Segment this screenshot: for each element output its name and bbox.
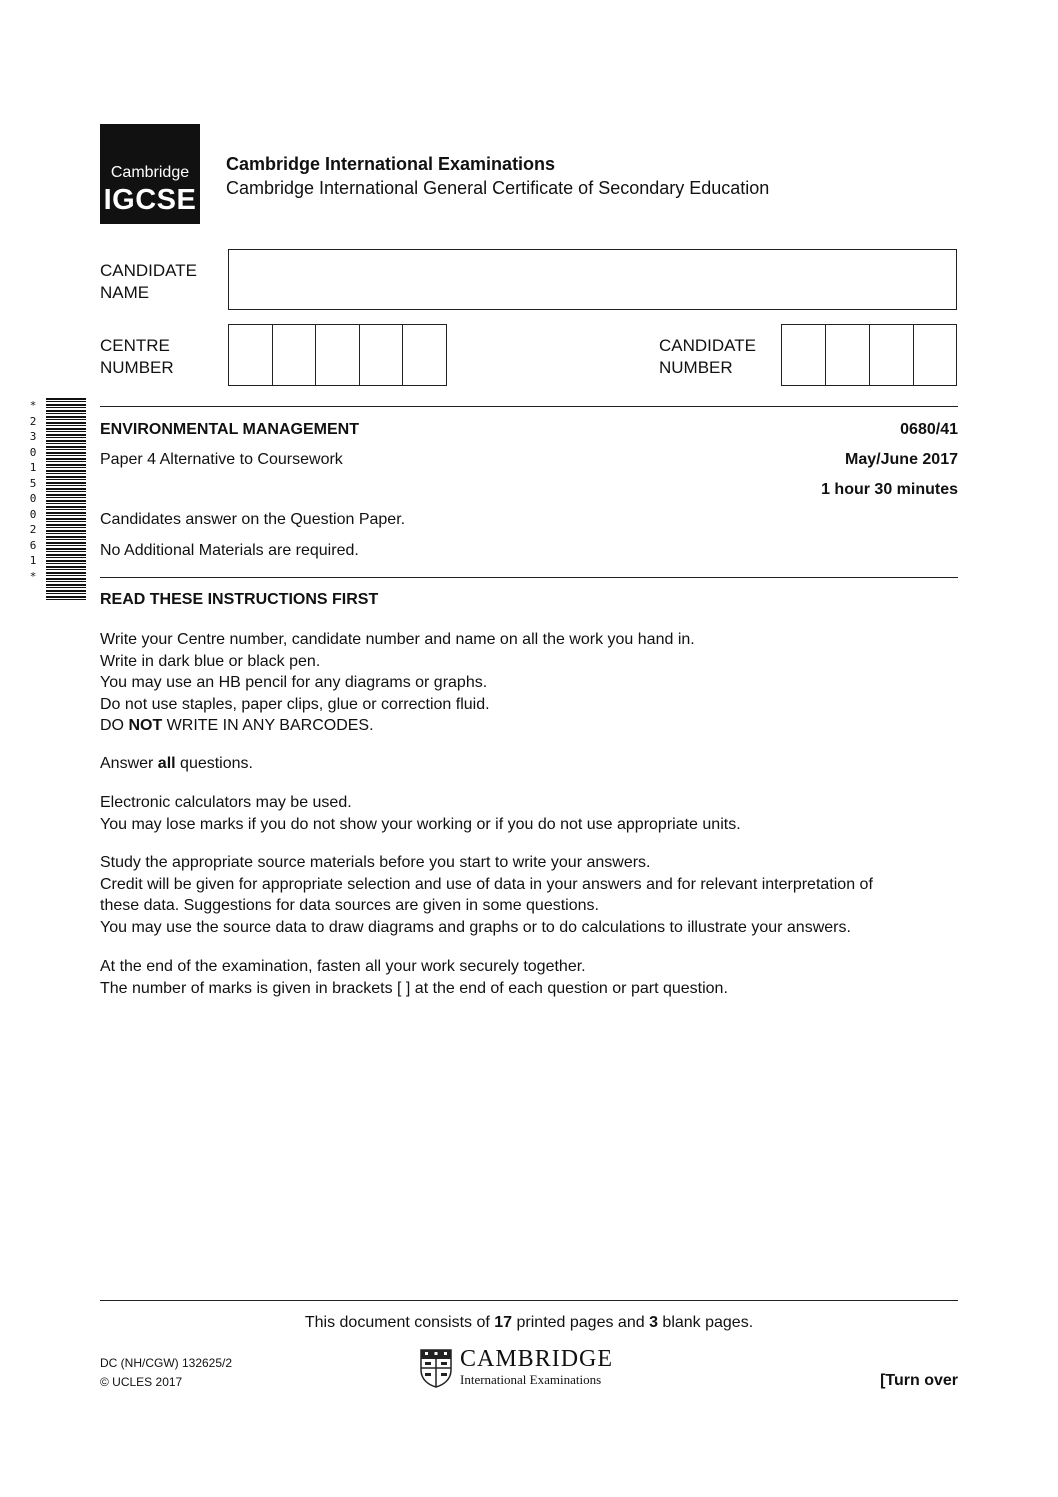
instruction-line: Study the appropriate source materials before you start to write your answers. <box>100 854 651 871</box>
instructions-block-2 <box>100 753 960 775</box>
barcode-digit: * <box>29 569 37 583</box>
digit-cell[interactable] <box>914 325 956 385</box>
printed-pages-count: 17 <box>494 1314 513 1331</box>
barcode-digit: 0 <box>29 492 37 505</box>
label-line: NAME <box>100 283 150 302</box>
centre-number-label <box>100 335 174 379</box>
emphasis: all <box>157 755 176 772</box>
label-line: CANDIDATE <box>100 261 197 280</box>
materials-note: No Additional Materials are required. <box>100 542 359 559</box>
instruction-line: Do not use staples, paper clips, glue or correction fluid. <box>100 695 490 713</box>
text-part: This document consists of <box>304 1314 495 1331</box>
digit-cell[interactable] <box>360 325 404 385</box>
barcode-digit: 3 <box>29 430 37 443</box>
barcode-digit: 1 <box>29 461 37 474</box>
digit-cell[interactable] <box>870 325 914 385</box>
instruction-line: Write in dark blue or black pen. <box>100 652 321 670</box>
cambridge-subtitle: International Examinations <box>460 1372 602 1387</box>
digit-cell[interactable] <box>316 325 360 385</box>
instructions-block-1 <box>100 629 960 737</box>
candidate-number-field[interactable] <box>781 324 957 386</box>
instructions-block-5 <box>100 956 960 999</box>
igcse-logo <box>100 124 200 224</box>
cambridge-wordmark: CAMBRIDGE <box>460 1346 614 1372</box>
text-part: Answer <box>100 755 158 772</box>
instruction-line: The number of marks is given in brackets [ ] at the end of each question or part question. <box>100 979 728 997</box>
text-part: printed pages and <box>512 1314 650 1331</box>
instruction-line: Electronic calculators may be used. <box>100 794 352 811</box>
digit-cell[interactable] <box>403 325 446 385</box>
barcode-digit: 5 <box>29 476 37 490</box>
cambridge-crest-icon <box>419 1348 453 1388</box>
barcode-digit: 2 <box>29 523 37 536</box>
label-line: CENTRE <box>100 336 170 355</box>
instruction-line <box>100 753 960 775</box>
answer-note: Candidates answer on the Question Paper. <box>100 511 406 528</box>
page-count-note <box>0 1314 1058 1332</box>
instruction-line: Write your Centre number, candidate number and name on all the work you hand in. <box>100 631 695 648</box>
logo-small-text: Cambridge <box>110 164 190 181</box>
candidate-name-field[interactable] <box>228 249 957 310</box>
digit-cell[interactable] <box>826 325 870 385</box>
instruction-line <box>100 715 960 737</box>
instruction-line: You may lose marks if you do not show your working or if you do not use appropriate units. <box>100 815 741 833</box>
barcode-digit: 6 <box>29 538 37 552</box>
divider <box>100 1300 958 1301</box>
digit-cell[interactable] <box>782 325 826 385</box>
divider <box>100 406 958 407</box>
instructions-block-4 <box>100 852 960 938</box>
document-reference: DC (NH/CGW) 132625/2 <box>100 1356 233 1370</box>
text-part: blank pages. <box>657 1314 754 1331</box>
emphasis: NOT <box>128 717 163 734</box>
instruction-line: these data. Suggestions for data sources are given in some questions. <box>100 897 599 914</box>
text-part: DO <box>100 717 129 734</box>
barcode-digit: * <box>29 399 37 412</box>
blank-pages-count: 3 <box>649 1314 658 1331</box>
label-line: NUMBER <box>659 358 733 377</box>
paper-title: Paper 4 Alternative to Coursework <box>100 451 343 468</box>
instruction-line: At the end of the examination, fasten all your work securely together. <box>100 958 586 975</box>
instruction-line: You may use an HB pencil for any diagrams or graphs. <box>100 674 488 691</box>
text-part: WRITE IN ANY BARCODES. <box>162 717 374 734</box>
instructions-heading: READ THESE INSTRUCTIONS FIRST <box>100 591 379 608</box>
digit-cell[interactable] <box>229 325 273 385</box>
copyright: © UCLES 2017 <box>100 1375 183 1389</box>
turn-over: [Turn over <box>880 1372 958 1389</box>
instructions-block-3 <box>100 792 960 835</box>
barcode <box>46 398 86 600</box>
board-title: Cambridge International Examinations <box>226 154 556 174</box>
candidate-number-label <box>659 335 756 379</box>
logo-big-text: IGCSE <box>103 184 197 216</box>
instruction-line: Credit will be given for appropriate selection and use of data in your answers and for relevant interpretation of <box>100 875 873 893</box>
barcode-digit: 1 <box>29 554 37 567</box>
barcode-digit: 0 <box>29 507 37 521</box>
instruction-line: You may use the source data to draw diagrams and graphs or to do calculations to illustrate your answers. <box>100 918 851 936</box>
subject-title: ENVIRONMENTAL MANAGEMENT <box>100 421 359 438</box>
digit-cell[interactable] <box>273 325 317 385</box>
paper-code: 0680/41 <box>900 421 958 438</box>
divider <box>100 577 958 578</box>
text-part: questions. <box>175 755 253 772</box>
label-line: CANDIDATE <box>659 336 756 355</box>
barcode-digit: 0 <box>29 445 37 459</box>
candidate-name-label <box>100 260 197 304</box>
centre-number-field[interactable] <box>228 324 447 386</box>
barcode-digit: 2 <box>29 414 37 428</box>
barcode-text <box>24 398 42 584</box>
exam-duration: 1 hour 30 minutes <box>821 481 958 498</box>
label-line: NUMBER <box>100 358 174 377</box>
exam-session: May/June 2017 <box>845 451 958 468</box>
board-subtitle: Cambridge International General Certificate of Secondary Education <box>226 178 770 198</box>
